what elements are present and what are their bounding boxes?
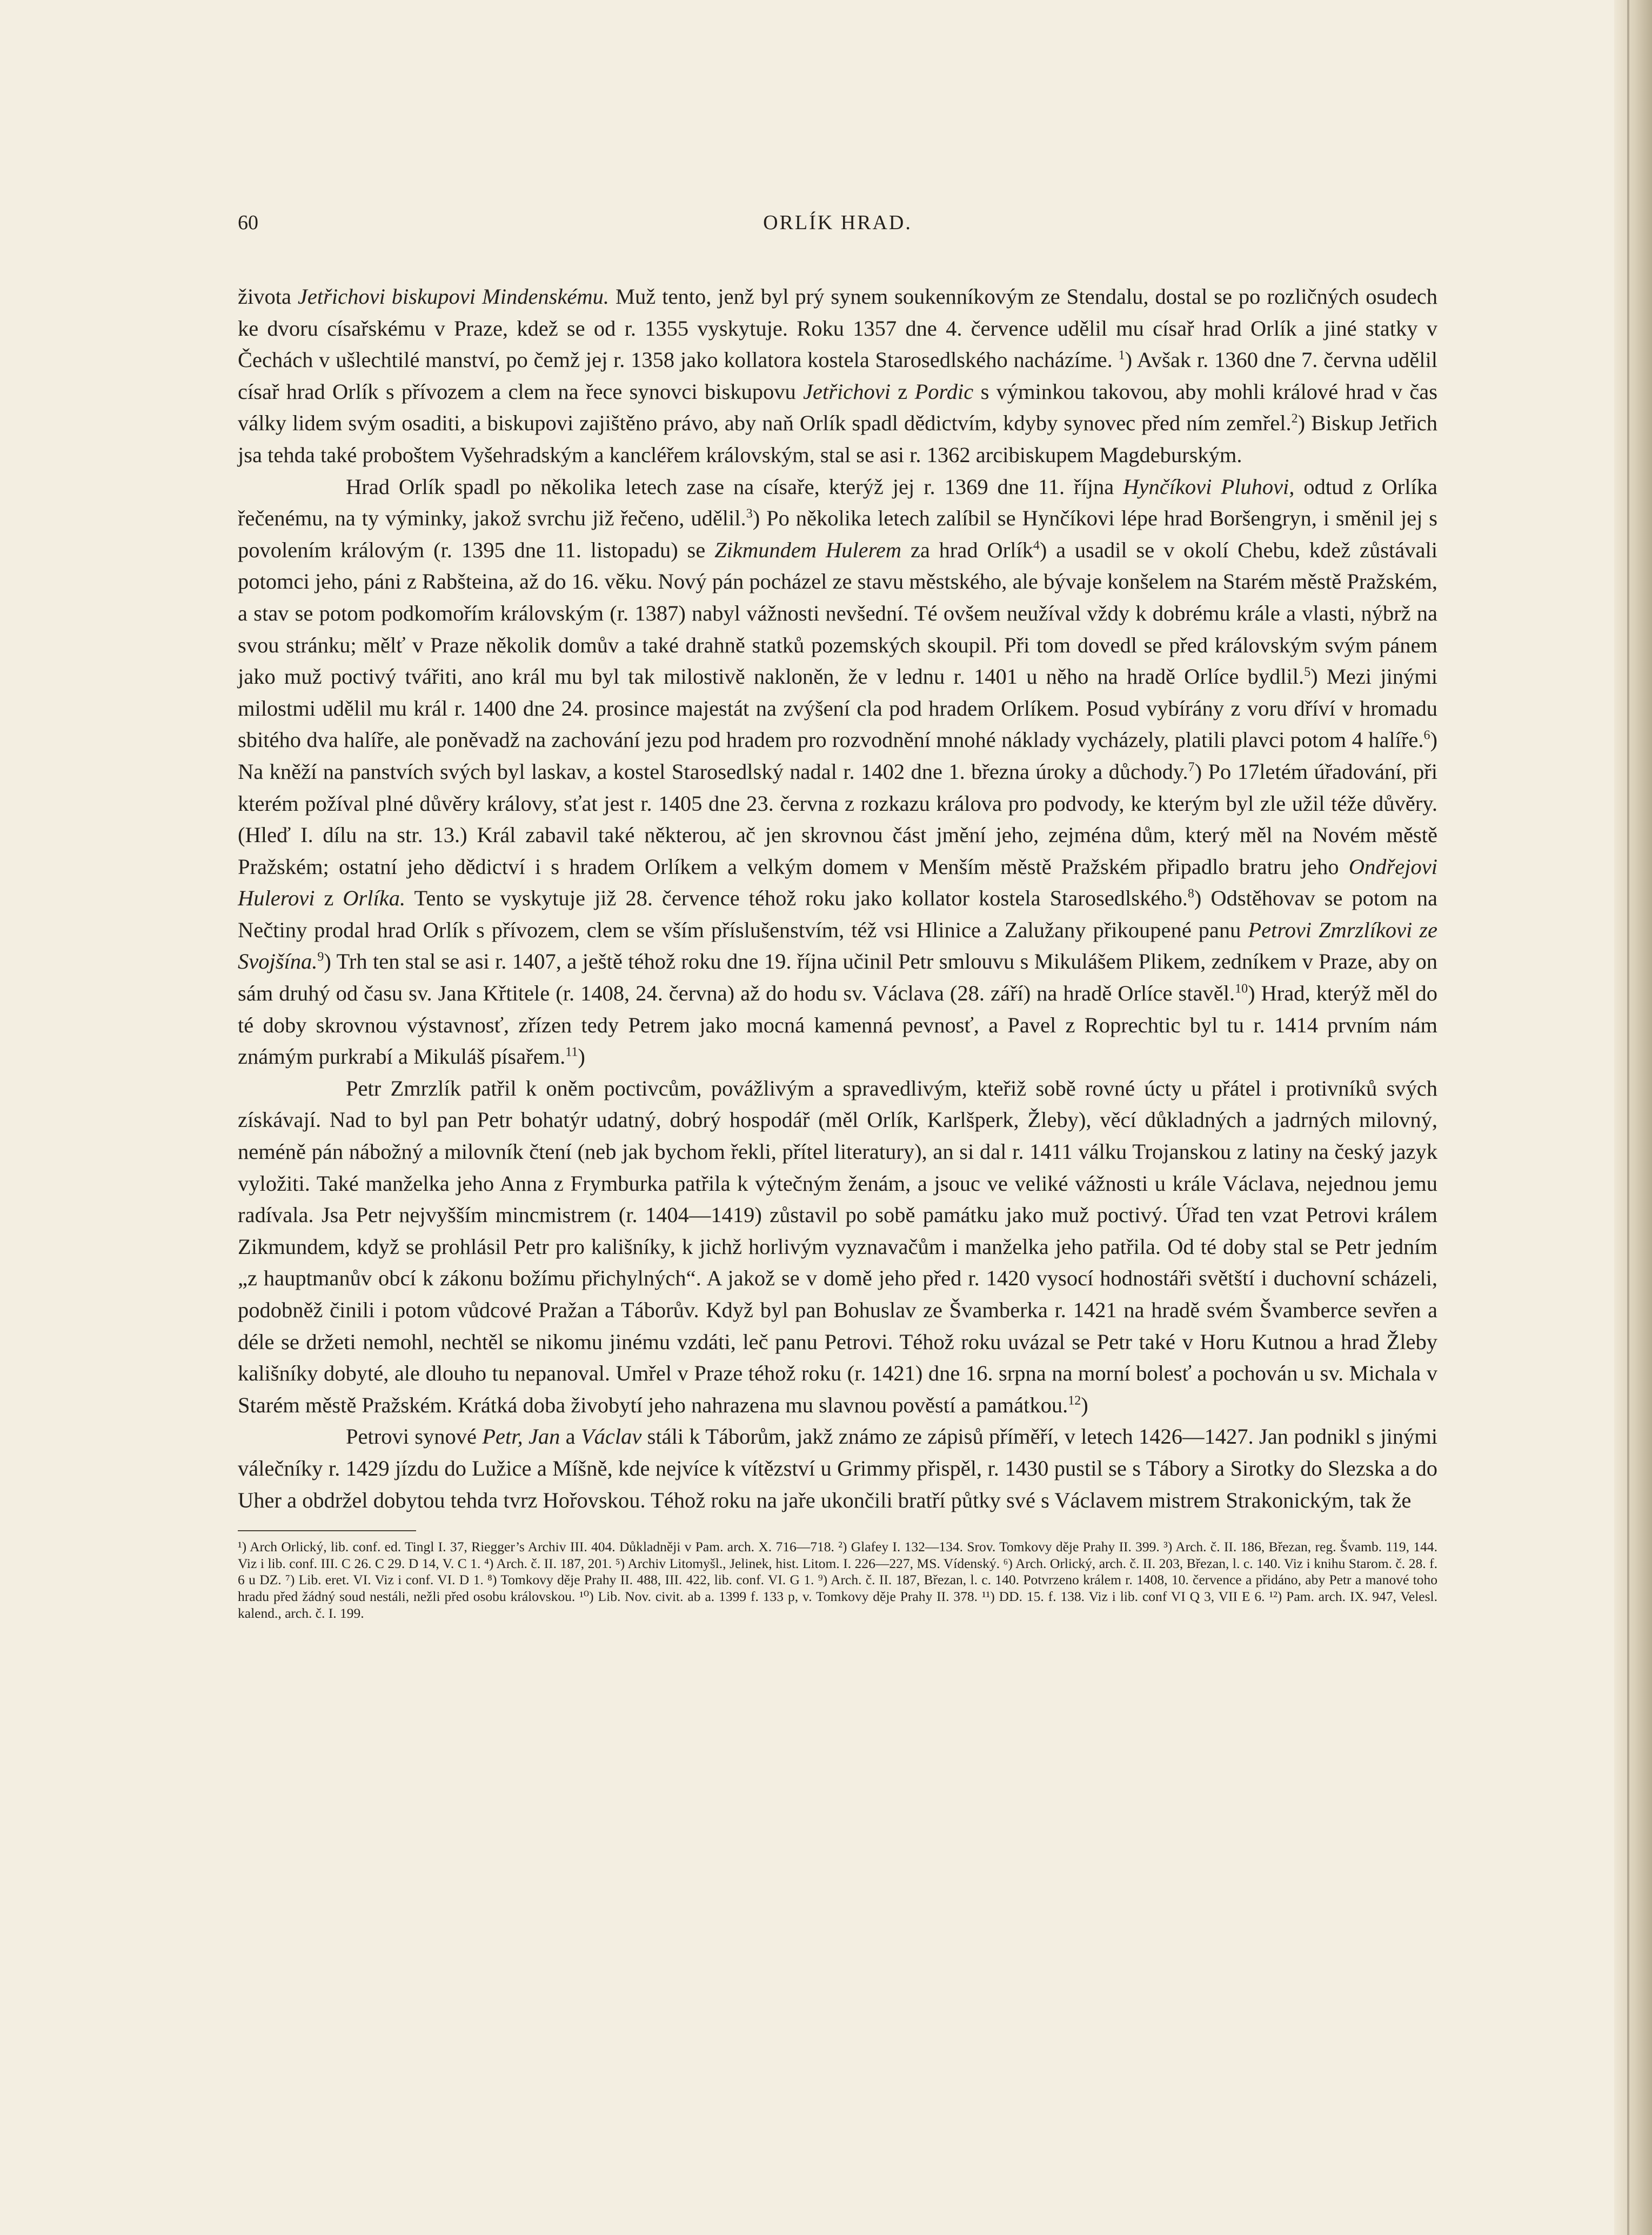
body-paragraph (238, 1421, 1437, 1516)
binding-edge (1627, 0, 1629, 2235)
footnote-marker: 2 (1291, 411, 1298, 426)
italic-name: Jetřichovi biskupovi Mindenskému. (297, 284, 610, 309)
text-run: ) Po několika letech zalíbil se Hynčíkovi lépe hrad Boršengryn, i směnil jej s povolením královým (r. 1395 dne 11. listopadu) se (238, 506, 1437, 562)
body-paragraph (238, 471, 1437, 1073)
text-run: života (238, 284, 298, 309)
footnote-marker: 10 (1235, 982, 1248, 996)
body-paragraph (238, 1073, 1437, 1422)
text-run: z (315, 886, 343, 911)
running-title: ORLÍK HRAD. (763, 211, 912, 234)
text-run: ) Po 17letém úřadování, při kterém požíval plné důvěry královy, sťat jest r. 1405 dne 23. června z rozkazu králova pro podvody, ke kterým byl zle užil téže důvěry. (Hleď I. dílu na str. 13.) Král zabavil také některou, ač jen skrovnou část jmění jeho, zejména dům, který měl na Novém městě Pražském; ostatní jeho dědictví i s hradem Orlíkem a velkým domem v Menším městě Pražském připadlo bratru jeho (238, 759, 1437, 879)
footnote-marker: 8 (1187, 886, 1194, 901)
page-number: 60 (238, 211, 258, 234)
italic-name: Zikmundem Hulerem (714, 537, 902, 562)
italic-name: Ondřejovi Hulerovi (238, 854, 1437, 911)
italic-name: Jetřichovi (803, 379, 891, 404)
text-run: ) a usadil se v okolí Chebu, kdež zůstávali potomci jeho, páni z Rabšteina, až do 16. věku. Nový pán pocházel ze stavu městského, ale bývaje konšelem na Starém městě Pražském, a stav se potom podkomořím královským (r. 1387) nabyl vážnosti nevšední. Té ovšem neužíval vždy k dobrému krále a vlasti, nýbrž na svou stránku; mělť v Praze několik domův a také drahně statků pozemských skoupil. Při tom dovedl se před královským svým pánem jako muž poctivý tvářiti, ano král mu byl tak milostivě nakloněn, že v lednu r. 1401 u něho na hradě Orlíce bydlil. (238, 537, 1437, 689)
text-run: ) Mezi jinými milostmi udělil mu král r. 1400 dne 24. prosince majestát na zvýšení cla pod hradem Orlíkem. Posud vybírány z voru dříví v hromadu sbitého dva halíře, ale poněvadž na zachování jezu pod hradem pro rozvodnění mnohé náklady vycházely, platili plavci potom 4 halíře. (238, 664, 1437, 752)
italic-name: Pordic (914, 379, 974, 404)
text-run: ) Na kněží na panstvích svých byl laskav, a kostel Starosedlský nadal r. 1402 dne 1. března úroky a důchody. (238, 728, 1437, 784)
body-paragraph (238, 281, 1437, 471)
footnote-rule (238, 1530, 416, 1531)
footnote-marker: 12 (1068, 1393, 1081, 1408)
footnote-marker: 1 (1118, 348, 1125, 363)
text-run: z (890, 379, 915, 404)
text-run: odtud z Orlíka řečenému, na ty výminky, jakož svrchu již řečeno, udělil. (238, 474, 1438, 531)
text-run: ) (1081, 1392, 1088, 1417)
body-text (238, 281, 1437, 1516)
footnote-marker: 6 (1423, 728, 1430, 743)
text-run: Petrovi synové (346, 1424, 483, 1449)
footnote-text: ¹) Arch Orlický, lib. conf. ed. Tingl I. 37, Riegger’s Archiv III. 404. Důkladněji v Pam. arch. X. 716—718. ²) Glafey I. 132—134. Srov. Tomkovy děje Prahy II. 399. ³) Arch. č. II. 186, Březan, reg. Švamb. 119, 144. Viz i lib. conf. III. C 26. C 29. D 14, V. C 1. ⁴) Arch. č. II. 187, 201. ⁵) Archiv Litomyšl., Jelinek, hist. Litom. I. 226—227, MS. Vídenský. ⁶) Arch. Orlický, arch. č. II. 203, Březan, l. c. 140. Viz i knihu Starom. č. 28. f. 6 u DZ. ⁷) Lib. eret. VI. Viz i conf. VI. D 1. ⁸) Tomkovy děje Prahy II. 488, III. 422, lib. conf. VI. G 1. ⁹) Arch. č. II. 187, Březan, l. c. 140. Potvrzeno králem r. 1408, 10. července a přidáno, aby Petr a manové toho hradu před žádný soud nestáli, nežli před osobu královskou. ¹⁰) Lib. Nov. civit. ab a. 1399 f. 133 p, v. Tomkovy děje Prahy II. 378. ¹¹) DD. 15. f. 138. Viz i lib. conf VI Q 3, VII E 6. ¹²) Pam. arch. IX. 947, Velesl. kalend., arch. č. I. 199. (238, 1539, 1437, 1621)
footnote-marker: 7 (1188, 760, 1195, 775)
italic-name: Petrovi Zmrzlíkovi ze Svojšína. (238, 917, 1437, 974)
text-run: s výminkou takovou, aby mohli králové hrad v čas války lidem svým osaditi, a biskupovi zajištěno právo, aby naň Orlík spadl dědictvím, kdyby synovec před ním zemřel. (238, 379, 1438, 436)
text-run: Tento se vyskytuje již 28. července téhož roku jako kollator kostela Starosedlského. (405, 886, 1188, 911)
text-run: a (560, 1424, 581, 1449)
italic-name: Orlíka. (343, 886, 406, 911)
text-run: Hrad Orlík spadl po několika letech zase na císaře, kterýž jej r. 1369 dne 11. října (346, 474, 1123, 499)
text-run: ) Biskup Jetřich jsa tehda také proboštem Vyšehradským a kancléřem královským, stal se asi r. 1362 arcibiskupem Magdeburským. (238, 411, 1438, 467)
footnote-marker: 4 (1033, 538, 1040, 553)
footnotes (238, 1539, 1437, 1622)
footnote-marker: 5 (1304, 665, 1311, 679)
footnote-marker: 11 (565, 1045, 578, 1059)
italic-name: Hynčíkovi Pluhovi, (1123, 474, 1295, 499)
italic-name: Petr, Jan (482, 1424, 560, 1449)
text-run: Muž tento, jenž byl prý synem soukenníkovým ze Stendalu, dostal se po rozličných osudech ke dvoru císařskému v Praze, kdež se od r. 1355 vyskytuje. Roku 1357 dne 4. července udělil mu císař hrad Orlík a jiné statky v Čechách v ušlechtilé manství, po čemž jej r. 1358 jako kollatora kostela Starosedlského nacházíme. (238, 284, 1437, 372)
text-run: ) Odstěhovav se potom na Nečtiny prodal hrad Orlík s přívozem, clem se vším příslušenstvím, též vsi Hlinice a Zalužany přikoupené panu (238, 886, 1437, 942)
text-run: Petr Zmrzlík patřil k oněm poctivcům, povážlivým a spravedlivým, kteřiž sobě rovné úcty u přátel i protivníků svých získávají. Nad to byl pan Petr bohatýr udatný, dobrý hospodář (měl Orlík, Karlšperk, Žleby), věcí důkladných a jadrných milovný, neméně pán nábožný a milovník čtení (neb jak bychom řekli, přítel literatury), an si dal r. 1411 válku Trojanskou z latiny na český jazyk vyložiti. Také manželka jeho Anna z Frymburka patřila k výtečným ženám, a jsouc ve veliké vážnosti u krále Václava, nejednou jemu radívala. Jsa Petr nejvyšším mincmistrem (r. 1404—1419) zůstavil po sobě památku jako muž poctivý. Úřad ten vzat Petrovi králem Zikmundem, když se prohlásil Petr pro kališníky, k jichž horlivým vyznavačům i manželka jeho patřila. Od té doby stal se Petr jedním „z hauptmanův obcí k zákonu božímu přichylných“. A jakož se v domě jeho před r. 1420 vysocí hodnostáři světští i duchovní scházeli, podobněž činili i potom vůdcové Pražan a Táborův. Když byl pan Bohuslav ze Švamberka r. 1421 na hradě svém Švamberce sevřen a déle se držeti nemohl, nechtěl se nikomu jinému vzdáti, leč panu Petrovi. Téhož roku uvázal se Petr také v Horu Kutnou a hrad Žleby kališníky dobyté, ale dlouho tu nepanoval. Umřel v Praze téhož roku (r. 1421) dne 16. srpna na morní bolesť a pochován u sv. Michala v Starém městě Pražském. Krátká doba živobytí jeho nahrazena mu slavnou pověstí a památkou. (238, 1076, 1437, 1417)
text-run: stáli k Táborům, jakž známo ze zápisů příměří, v letech 1426—1427. Jan podnikl s jinými válečníky r. 1429 jízdu do Lužice a Míšně, kde nejvíce k vítězství u Grimmy přispěl, r. 1430 pustil se s Tábory a Sirotky do Slezska a do Uher a obdržel dobytou tehda tvrz Hořovskou. Téhož roku na jaře ukončili bratří půtky své s Václavem mistrem Strakonickým, tak že (238, 1424, 1438, 1512)
running-head (238, 211, 1437, 249)
text-run: ) (578, 1044, 585, 1069)
footnote-marker: 3 (746, 506, 753, 521)
text-run: ) Avšak r. 1360 dne 7. června udělil císař hrad Orlík s přívozem a clem na řece synovci biskupovu (238, 348, 1438, 404)
text-run: ) Trh ten stal se asi r. 1407, a ještě téhož roku dne 19. října učinil Petr smlouvu s Mikulášem Plikem, zedníkem v Praze, aby on sám druhý od času sv. Jana Křtitele (r. 1408, 24. června) až do hodu sv. Václava (28. září) na hradě Orlíce stavěl. (238, 949, 1437, 1006)
book-page (238, 211, 1437, 1622)
italic-name: Václav (580, 1424, 642, 1449)
text-run: ) Hrad, kterýž měl do té doby skrovnou výstavnosť, zřízen tedy Petrem jako mocná kamenná pevnosť, a Pavel z Roprechtic byl tu r. 1414 prvním nám známým purkrabí a Mikuláš písařem. (238, 981, 1437, 1069)
footnote-marker: 9 (317, 950, 324, 964)
page-gutter-shadow (1614, 0, 1652, 2235)
text-run: za hrad Orlík (901, 537, 1033, 562)
